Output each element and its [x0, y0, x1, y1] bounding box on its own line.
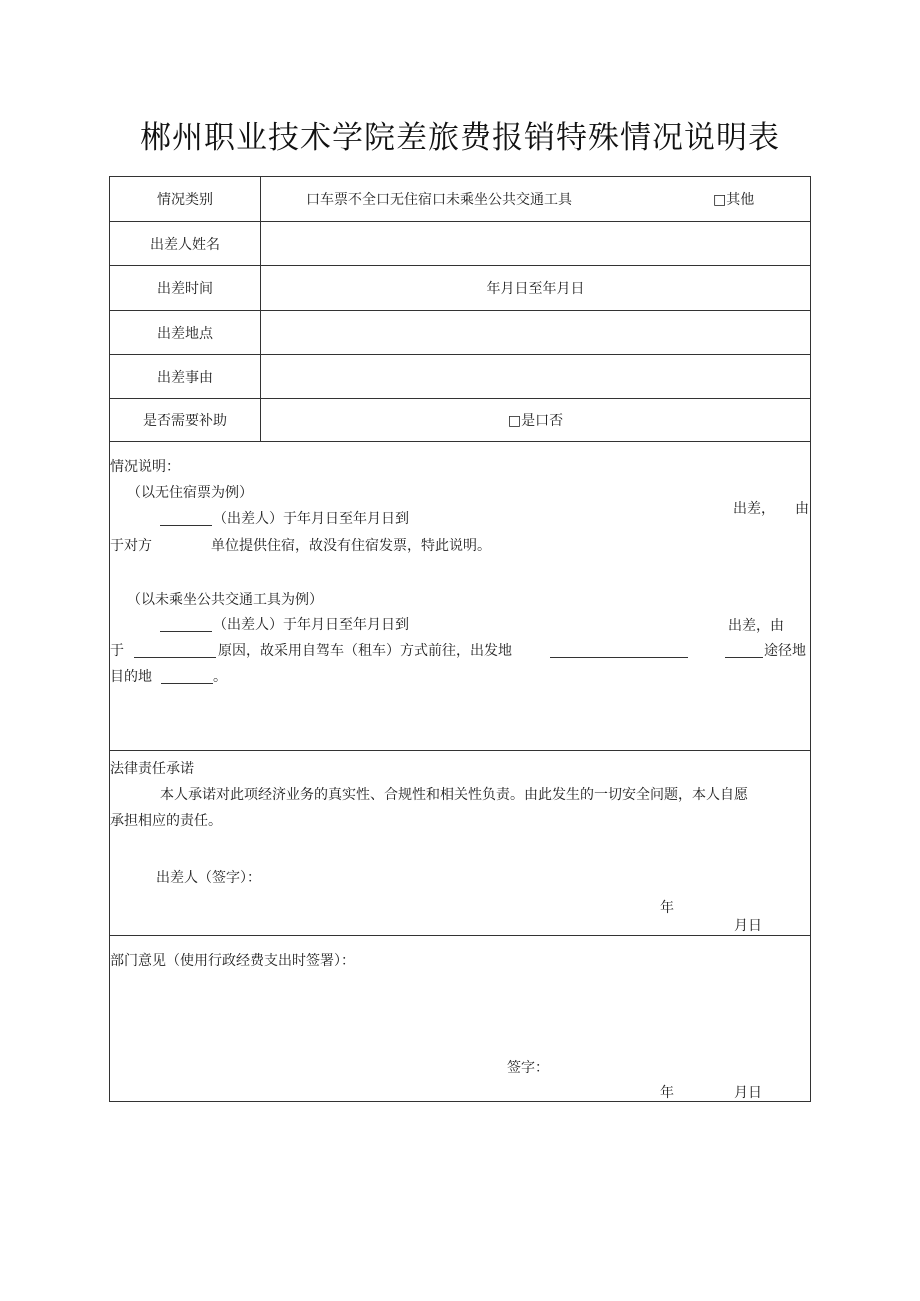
legal-text-line1: 本人承诺对此项经济业务的真实性、合规性和相关性负责。由此发生的一切安全问题，本人自愿 — [160, 787, 748, 803]
reason-blank[interactable] — [134, 656, 216, 658]
example1-line1-you: 由 — [795, 501, 809, 517]
row-divider — [109, 935, 811, 936]
traveler-signature-field[interactable] — [272, 860, 472, 888]
example1-line2-a: 于对方 — [110, 538, 152, 554]
legal-year: 年 — [660, 900, 674, 916]
row-divider — [109, 750, 811, 751]
dept-signature-label: 签字： — [507, 1060, 549, 1076]
legal-text-line2: 承担相应的责任。 — [110, 813, 222, 829]
subsidy-options[interactable]: □是口否 — [507, 413, 564, 429]
dept-opinion-field[interactable] — [112, 975, 808, 1045]
destination-blank[interactable] — [161, 682, 213, 684]
subsidy-label: 是否需要补助 — [143, 413, 227, 429]
example1-line2-b: 单位提供住宿，故没有住宿发票，特此说明。 — [211, 538, 491, 554]
legal-month-day: 月日 — [734, 918, 762, 934]
example2-line3-b: 。 — [213, 669, 227, 685]
example2-line2-b: 原因，故采用自驾车（租车）方式前往，出发地 — [218, 643, 512, 659]
route-blank[interactable] — [725, 656, 763, 658]
example2-line2-c: 途径地 — [764, 643, 806, 659]
row-divider — [109, 265, 811, 266]
example1-line1: （出差人）于年月日至年月日到 — [213, 511, 409, 527]
category-label: 情况类别 — [157, 192, 213, 208]
row-divider — [109, 354, 811, 355]
example1-title: （以无住宿票为例） — [127, 485, 253, 501]
page-title: 郴州职业技术学院差旅费报销特殊情况说明表 — [140, 120, 780, 156]
travel-reason-label: 出差事由 — [157, 370, 213, 386]
example2-line3-a: 目的地 — [110, 669, 152, 685]
travel-time-value[interactable]: 年月日至年月日 — [486, 281, 585, 297]
example2-title: （以未乘坐公共交通工具为例） — [127, 592, 323, 608]
travel-place-label: 出差地点 — [157, 326, 213, 342]
example2-line1: （出差人）于年月日至年月日到 — [213, 617, 409, 633]
traveler-blank[interactable] — [160, 524, 212, 526]
example1-line1-tail: 出差， — [733, 501, 775, 517]
dept-year: 年 — [660, 1085, 674, 1101]
dept-heading: 部门意见（使用行政经费支出时签署）： — [110, 953, 355, 969]
explanation-heading: 情况说明： — [110, 459, 180, 475]
traveler-name-field[interactable] — [262, 223, 809, 264]
legal-heading: 法律责任承诺 — [110, 761, 194, 777]
category-options[interactable]: 口车票不全口无住宿口未乘坐公共交通工具 — [306, 192, 572, 208]
category-other-option[interactable]: □其他 — [713, 192, 755, 208]
dept-month-day: 月日 — [734, 1085, 762, 1101]
traveler-blank[interactable] — [160, 630, 212, 632]
row-divider — [109, 441, 811, 442]
traveler-name-label: 出差人姓名 — [150, 237, 220, 253]
departure-blank[interactable] — [550, 656, 688, 658]
traveler-signature-label: 出差人（签字）： — [156, 870, 261, 886]
travel-place-field[interactable] — [262, 312, 809, 353]
column-divider — [260, 176, 261, 441]
row-divider — [109, 310, 811, 311]
travel-time-label: 出差时间 — [157, 281, 213, 297]
row-divider — [109, 221, 811, 222]
dept-signature-field[interactable] — [550, 1050, 750, 1076]
travel-reason-field[interactable] — [262, 356, 809, 397]
example2-line1-tail: 出差，由 — [728, 618, 784, 634]
example2-line2-a: 于 — [110, 643, 124, 659]
row-divider — [109, 398, 811, 399]
